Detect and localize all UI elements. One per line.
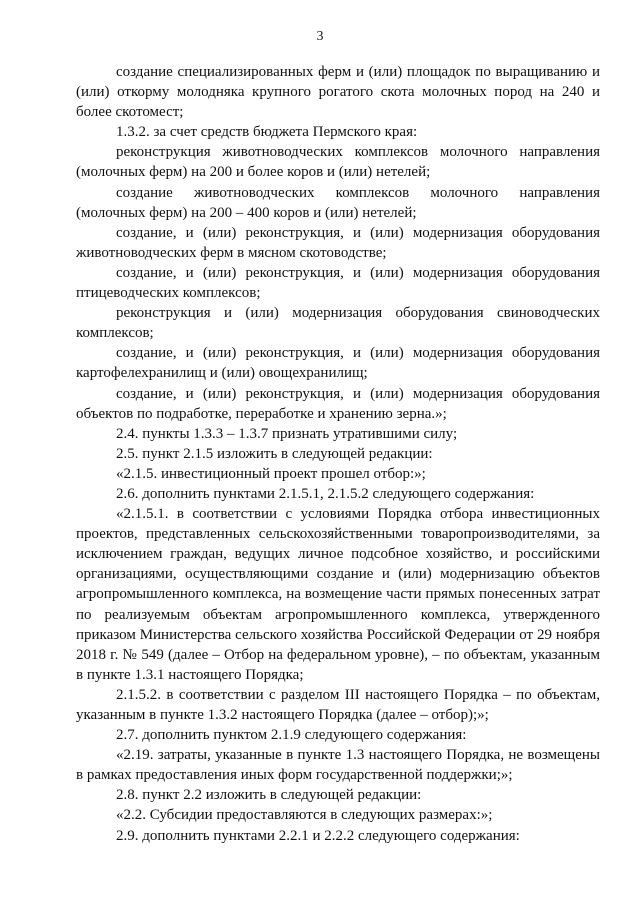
paragraph: создание, и (или) реконструкция, и (или) модернизация оборудования объектов по подработке, переработке и хранению зерна.»; bbox=[76, 385, 600, 422]
paragraph: реконструкция и (или) модернизация оборудования свиноводческих комплексов; bbox=[76, 305, 600, 342]
paragraph: реконструкция животноводческих комплексов молочного направления (молочных ферм) на 200 и более коров и (или) нетелей; bbox=[76, 144, 600, 181]
paragraph: создание, и (или) реконструкция, и (или) модернизация оборудования птицеводческих комплексов; bbox=[76, 264, 600, 302]
paragraph: 1.3.2. за счет средств бюджета Пермского края: bbox=[116, 124, 418, 141]
paragraph: 2.1.5.2. в соответствии с разделом III настоящего Порядка – по объектам, указанным в пункте 1.3.2 настоящего Порядка (далее – отбор);»; bbox=[76, 686, 600, 723]
page-number: 3 bbox=[316, 29, 324, 44]
paragraph: 2.9. дополнить пунктами 2.2.1 и 2.2.2 следующего содержания: bbox=[116, 827, 520, 844]
paragraph: «2.19. затраты, указанные в пункте 1.3 настоящего Порядка, не возмещены в рамках предоставления иных форм государственной поддержки;»; bbox=[76, 747, 600, 784]
paragraph: 2.5. пункт 2.1.5 изложить в следующей редакции: bbox=[116, 445, 433, 462]
paragraph: создание, и (или) реконструкция, и (или) модернизация оборудования животноводческих ферм в мясном скотоводстве; bbox=[76, 224, 600, 261]
paragraph: 2.6. дополнить пунктами 2.1.5.1, 2.1.5.2 следующего содержания: bbox=[116, 485, 535, 502]
paragraph: 2.4. пункты 1.3.3 – 1.3.7 признать утратившими силу; bbox=[116, 425, 458, 442]
paragraph: «2.2. Субсидии предоставляются в следующих размерах:»; bbox=[116, 807, 493, 824]
paragraph: «2.1.5.1. в соответствии с условиями Порядка отбора инвестиционных проектов, представленных сельскохозяйственными товаропроизводителями, за исключением граждан, ведущих личное подсобное хозяйство, и российскими организациями, осуществляющими создание и (или) модернизацию объектов агропромышленного комплекса, на возмещение части прямых понесенных затрат по реализуемым объектам агропромышленного комплекса, утвержденного приказом Министерства сельского хозяйства Российской Федерации от 29 ноября 2018 г. № 549 (далее – Отбор на федеральном уровне), – по объектам, указанным в пункте 1.3.1 настоящего Порядка; bbox=[76, 506, 600, 683]
paragraph: 2.8. пункт 2.2 изложить в следующей редакции: bbox=[116, 787, 422, 804]
paragraph: создание, и (или) реконструкция, и (или) модернизация оборудования картофелехранилищ и (или) овощехранилищ; bbox=[76, 345, 600, 382]
paragraph: создание животноводческих комплексов молочного направления (молочных ферм) на 200 – 400 коров и (или) нетелей; bbox=[76, 184, 600, 221]
paragraph: 2.7. дополнить пунктом 2.1.9 следующего содержания: bbox=[116, 727, 467, 744]
paragraph: создание специализированных ферм и (или) площадок по выращиванию и (или) откорму молодняка крупного рогатого скота молочных пород на 240 и более скотомест; bbox=[76, 64, 600, 121]
paragraph: «2.1.5. инвестиционный проект прошел отбор:»; bbox=[116, 465, 426, 482]
document-body bbox=[76, 62, 600, 846]
